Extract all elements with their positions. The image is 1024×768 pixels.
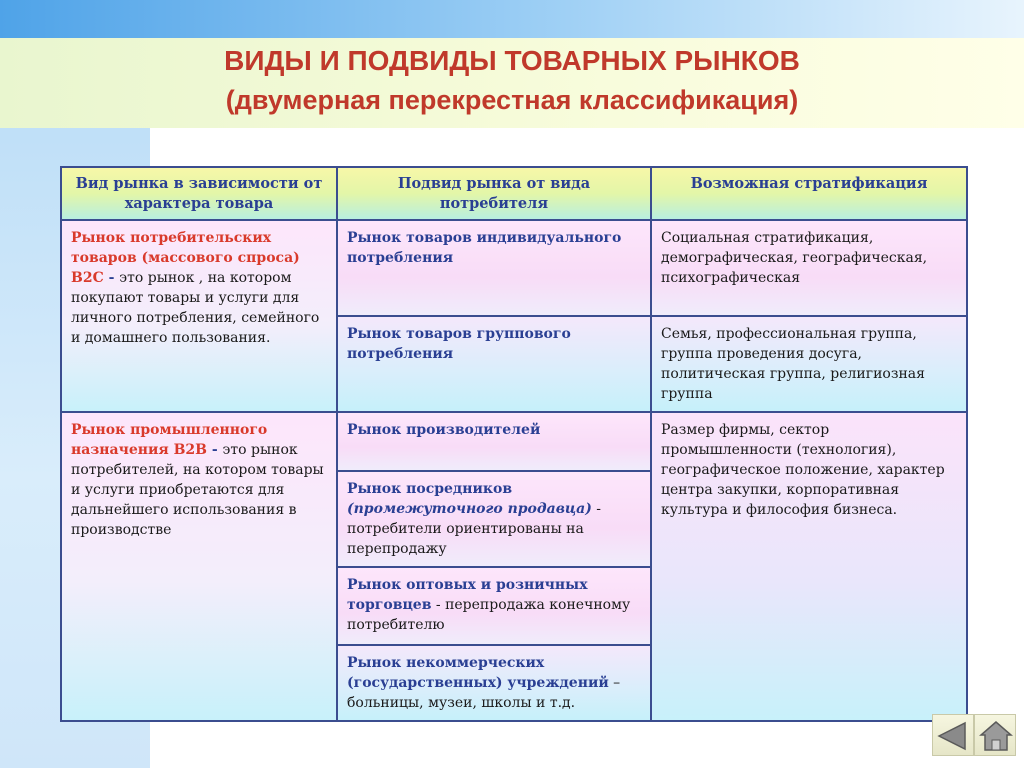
b2b-text: это рынок потребителей, на котором товары и услуги приобретаются для дальнейшего использования в производстве: [71, 442, 324, 538]
header-row: [61, 167, 967, 220]
strat-b2b-cell: Размер фирмы, сектор промышленности (технология), географическое положение, характер центра закупки, корпоративная культура и философия бизнеса.: [651, 412, 967, 721]
sub-intermediaries-text: - потребители ориентированы на перепродажу: [347, 501, 602, 557]
strat-individual-cell: Социальная стратификация, демографическая, географическая, психографическая: [651, 220, 967, 316]
b2c-dash: -: [103, 270, 120, 286]
slide-title: ВИДЫ И ПОДВИДЫ ТОВАРНЫХ РЫНКОВ: [224, 45, 800, 76]
sub-intermediaries-cell: [337, 471, 651, 567]
sub-group-cell: [337, 316, 651, 412]
b2c-cell: [61, 220, 337, 412]
background-top-band: [0, 0, 1024, 40]
sub-group: Рынок товаров группового потребления: [347, 326, 571, 362]
b2b-cell: [61, 412, 337, 721]
back-arrow-icon: [937, 719, 971, 753]
strat-group-cell: Семья, профессиональная группа, группа проведения досуга, политическая группа, религиозная группа: [651, 316, 967, 412]
b2c-title: Рынок потребительских товаров (массового спроса) B2C: [71, 230, 300, 286]
table-row: [61, 220, 967, 316]
sub-noncommercial-text: – больницы, музеи, школы и т.д.: [347, 675, 621, 711]
b2c-text: это рынок , на котором покупают товары и услуги для личного потребления, семейного и домашнего пользования.: [71, 270, 320, 346]
header-stratification: Возможная стратификация: [651, 167, 967, 220]
sub-intermediaries-title: Рынок посредников: [347, 481, 513, 497]
classification-table: [60, 166, 968, 722]
back-button[interactable]: [932, 714, 974, 756]
header-submarket: Подвид рынка от вида потребителя: [337, 167, 651, 220]
sub-producers-cell: [337, 412, 651, 471]
b2b-title: Рынок промышленного назначения B2B: [71, 422, 268, 458]
home-icon: [979, 719, 1013, 753]
sub-individual-cell: [337, 220, 651, 316]
sub-noncommercial-cell: [337, 645, 651, 721]
sub-noncommercial-title: Рынок некоммерческих (государственных) учреждений: [347, 655, 609, 691]
sub-wholesale-title: Рынок оптовых и розничных торговцев: [347, 577, 588, 613]
slide-subtitle: (двумерная перекрестная классификация): [225, 85, 799, 115]
sub-individual: Рынок товаров индивидуального потребления: [347, 230, 622, 266]
home-button[interactable]: [974, 714, 1016, 756]
table-row: [61, 412, 967, 471]
sub-wholesale-text: - перепродажа конечному потребителю: [347, 597, 631, 633]
b2b-dash: -: [206, 442, 223, 458]
sub-wholesale-cell: [337, 567, 651, 645]
sub-intermediaries-italic: (промежуточного продавца): [347, 501, 592, 517]
header-market-type: Вид рынка в зависимости от характера товара: [61, 167, 337, 220]
sub-producers: Рынок производителей: [347, 422, 541, 438]
